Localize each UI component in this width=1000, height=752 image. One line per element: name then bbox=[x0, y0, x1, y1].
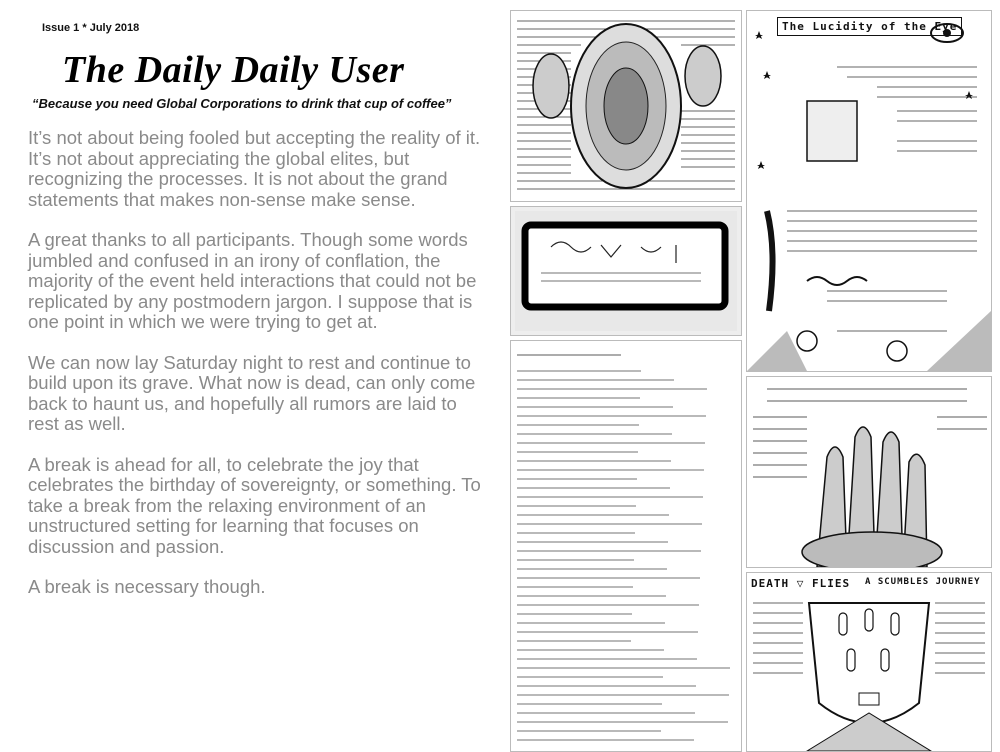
issue-label: Issue 1 * July 2018 bbox=[42, 22, 140, 34]
lucidity-illustration bbox=[747, 11, 991, 371]
article-body bbox=[28, 128, 486, 618]
paragraph-1: It’s not about being fooled but accepting the reality of it. It’s not about appreciating the global elites, but recognizing the processes. It is not about the grand statements that makes non-sense make sense. bbox=[28, 127, 481, 210]
paragraph-3: We can now lay Saturday night to rest and continue to build upon its grave. What now is dead, can only come back to haunt us, and hopefully all rumors are laid to rest as well. bbox=[28, 351, 476, 434]
journey-title: A SCUMBLES JOURNEY bbox=[865, 577, 981, 587]
panel-box-drawing bbox=[510, 206, 742, 336]
panel-death-flies bbox=[746, 572, 992, 752]
handwritten-text-illustration bbox=[511, 341, 741, 751]
death-flies-title: DEATH ▽ FLIES bbox=[751, 577, 851, 590]
panel-handwritten-text bbox=[510, 340, 742, 752]
tagline: “Because you need Global Corporations to drink that cup of coffee” bbox=[32, 96, 452, 111]
hands-drawing-illustration bbox=[747, 377, 991, 567]
panel-lucidity bbox=[746, 10, 992, 372]
box-drawing-illustration bbox=[511, 207, 741, 335]
panel-hands-drawing bbox=[746, 376, 992, 568]
lucidity-title: The Lucidity of the Eye bbox=[777, 17, 962, 36]
eye-drawing-illustration bbox=[511, 11, 741, 201]
masthead-title: The Daily Daily User bbox=[62, 49, 405, 91]
paragraph-5: A break is necessary though. bbox=[28, 576, 266, 597]
artwork-collage bbox=[510, 10, 990, 750]
panel-eye-drawing bbox=[510, 10, 742, 202]
death-flies-illustration bbox=[747, 573, 991, 751]
paragraph-2: A great thanks to all participants. Though some words jumbled and confused in an irony of conflation, the majority of the event held interactions that could not be replicated by any postmodern jargon. I suppose that is one point in which we were trying to get at. bbox=[28, 229, 477, 332]
paragraph-4: A break is ahead for all, to celebrate the joy that celebrates the birthday of sovereignty, or something. To take a break from the relaxing environment of an unstructured setting for learning that focuses on discussion and passion. bbox=[28, 453, 481, 557]
